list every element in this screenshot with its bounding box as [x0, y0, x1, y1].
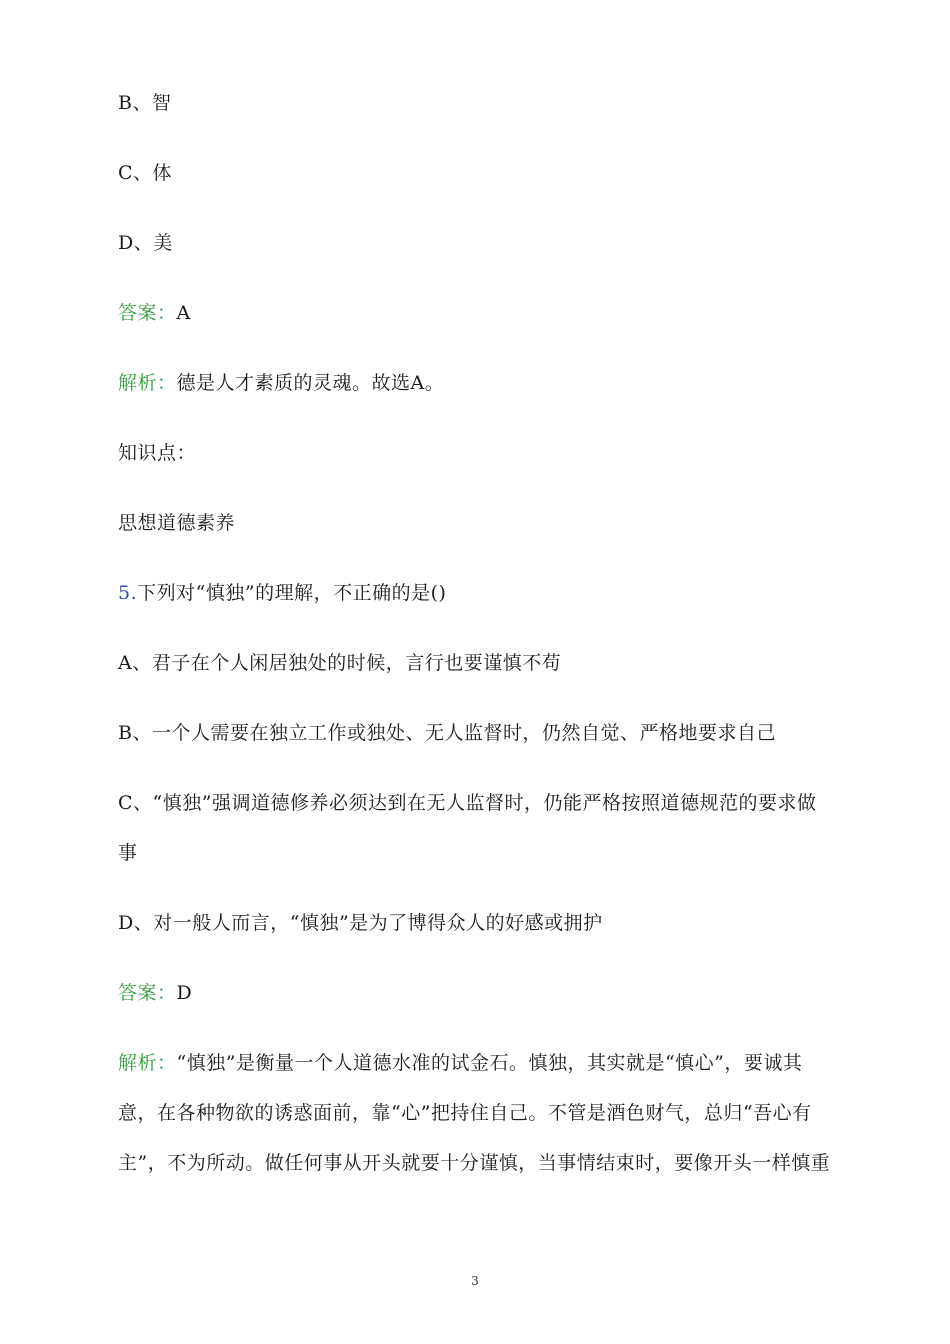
answer-label: 答案： [118, 982, 177, 1004]
option-c: C、体 [118, 162, 173, 184]
q4-analysis [118, 371, 444, 395]
question-stem: 下列对“慎独”的理解，不正确的是() [137, 582, 447, 604]
question-5 [118, 581, 446, 605]
analysis-text: “慎独”是衡量一个人道德水准的试金石。慎独，其实就是“慎心”，要诚其 [176, 1052, 803, 1074]
q5-option-b: B、一个人需要在独立工作或独处、无人监督时，仍然自觉、严格地要求自己 [118, 722, 776, 744]
page-number: 3 [471, 1274, 479, 1288]
answer-label: 答案： [118, 302, 177, 324]
analysis-label: 解析： [118, 1052, 177, 1074]
q5-option-c-line2: 事 [118, 842, 138, 864]
q5-option-d: D、对一般人而言，“慎独”是为了博得众人的好感或拥护 [118, 912, 603, 934]
question-number: 5. [118, 582, 138, 604]
answer-value: A [176, 302, 191, 324]
answer-value: D [176, 982, 193, 1004]
knowledge-value: 思想道德素养 [118, 512, 236, 534]
analysis-text: 德是人才素质的灵魂。故选A。 [176, 372, 445, 394]
q5-analysis-line2: 意，在各种物欲的诱惑面前，靠“心”把持住自己。不管是酒色财气，总归“吾心有 [118, 1102, 812, 1124]
analysis-label: 解析： [118, 372, 177, 394]
option-b: B、智 [118, 92, 172, 114]
q4-answer [118, 301, 191, 325]
q5-analysis-line3: 主”，不为所动。做任何事从开头就要十分谨慎，当事情结束时，要像开头一样慎重 [118, 1152, 831, 1174]
q5-option-a: A、君子在个人闲居独处的时候，言行也要谨慎不苟 [118, 652, 562, 674]
q5-option-c-line1: C、“慎独”强调道德修养必须达到在无人监督时，仍能严格按照道德规范的要求做 [118, 792, 817, 814]
option-d: D、美 [118, 232, 173, 254]
q5-analysis-line1 [118, 1051, 802, 1075]
knowledge-label: 知识点： [118, 442, 197, 464]
q5-answer [118, 981, 192, 1005]
